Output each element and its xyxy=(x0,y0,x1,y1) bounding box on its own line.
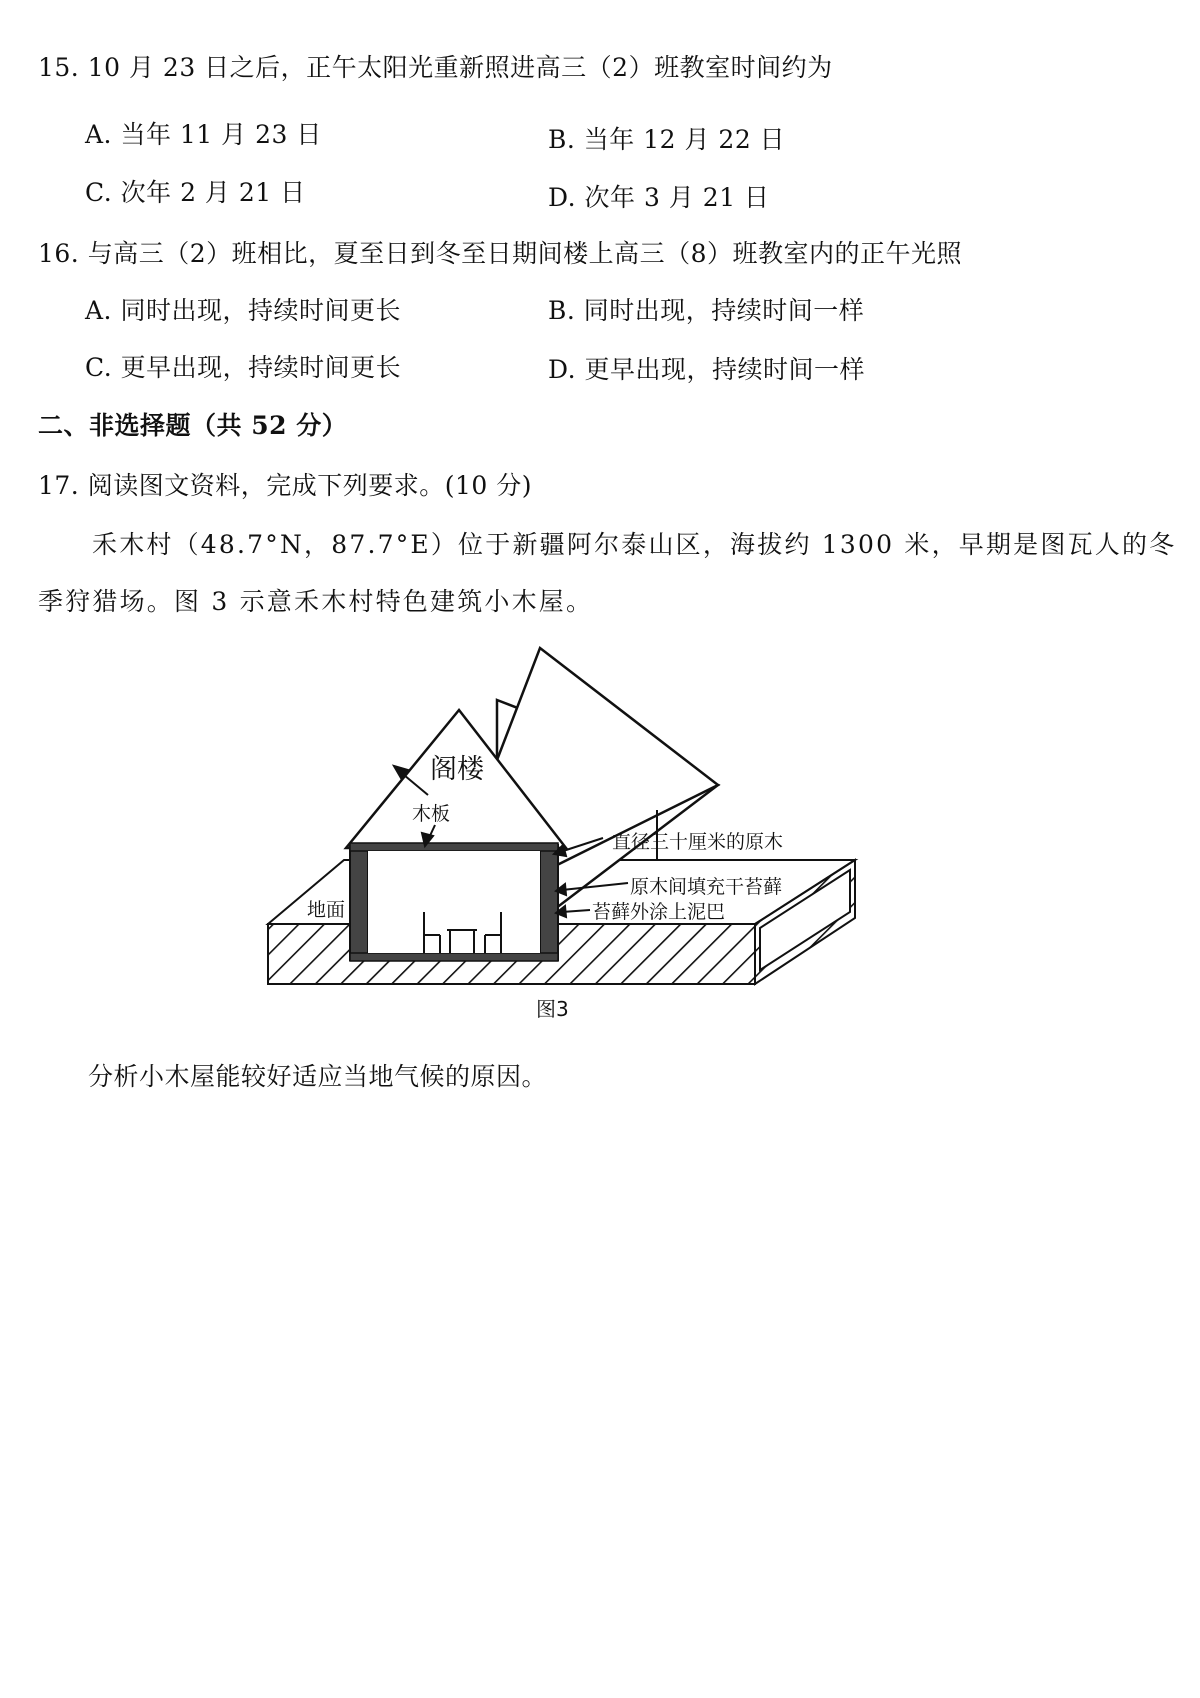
q15-stem: 15. 10 月 23 日之后，正午太阳光重新照进高三（2）班教室时间约为 xyxy=(38,53,833,82)
q15-option-a: A. 当年 11 月 23 日 xyxy=(85,120,322,149)
label-moss: 原木间填充干苔藓 xyxy=(630,876,783,898)
figure-caption: 图3 xyxy=(536,997,569,1021)
q15-option-b: B. 当年 12 月 22 日 xyxy=(548,125,786,154)
label-mud: 苔藓外涂上泥巴 xyxy=(592,901,726,923)
room-interior xyxy=(368,851,540,953)
floor-board xyxy=(350,953,558,961)
q16-option-c: C. 更早出现，持续时间更长 xyxy=(85,353,402,382)
label-attic: 阁楼 xyxy=(430,754,484,785)
q16-option-a: A. 同时出现，持续时间更长 xyxy=(85,296,401,325)
label-ground: 地面 xyxy=(307,899,346,921)
label-log: 直径三十厘米的原木 xyxy=(612,831,784,853)
q17-stem: 17. 阅读图文资料，完成下列要求。(10 分) xyxy=(38,471,532,500)
q15-option-c: C. 次年 2 月 21 日 xyxy=(85,178,306,207)
section-heading: 二、非选择题（共 52 分） xyxy=(38,411,348,440)
q16-option-d: D. 更早出现，持续时间一样 xyxy=(548,355,866,384)
ceiling-board xyxy=(350,843,558,851)
right-log-wall xyxy=(540,845,558,960)
label-board: 木板 xyxy=(412,803,451,825)
q17-paragraph-line2: 季狩猎场。图 3 示意禾木村特色建筑小木屋。 xyxy=(38,587,594,616)
q16-option-b: B. 同时出现，持续时间一样 xyxy=(548,296,865,325)
q17-task: 分析小木屋能较好适应当地气候的原因。 xyxy=(88,1062,548,1091)
q16-stem: 16. 与高三（2）班相比，夏至日到冬至日期间楼上高三（8）班教室内的正午光照 xyxy=(38,239,963,268)
q15-option-d: D. 次年 3 月 21 日 xyxy=(548,183,770,212)
left-log-wall xyxy=(350,845,368,960)
q17-paragraph-line1: 禾木村（48.7°N，87.7°E）位于新疆阿尔泰山区，海拔约 1300 米，早期是图瓦人的冬 xyxy=(92,530,1177,559)
